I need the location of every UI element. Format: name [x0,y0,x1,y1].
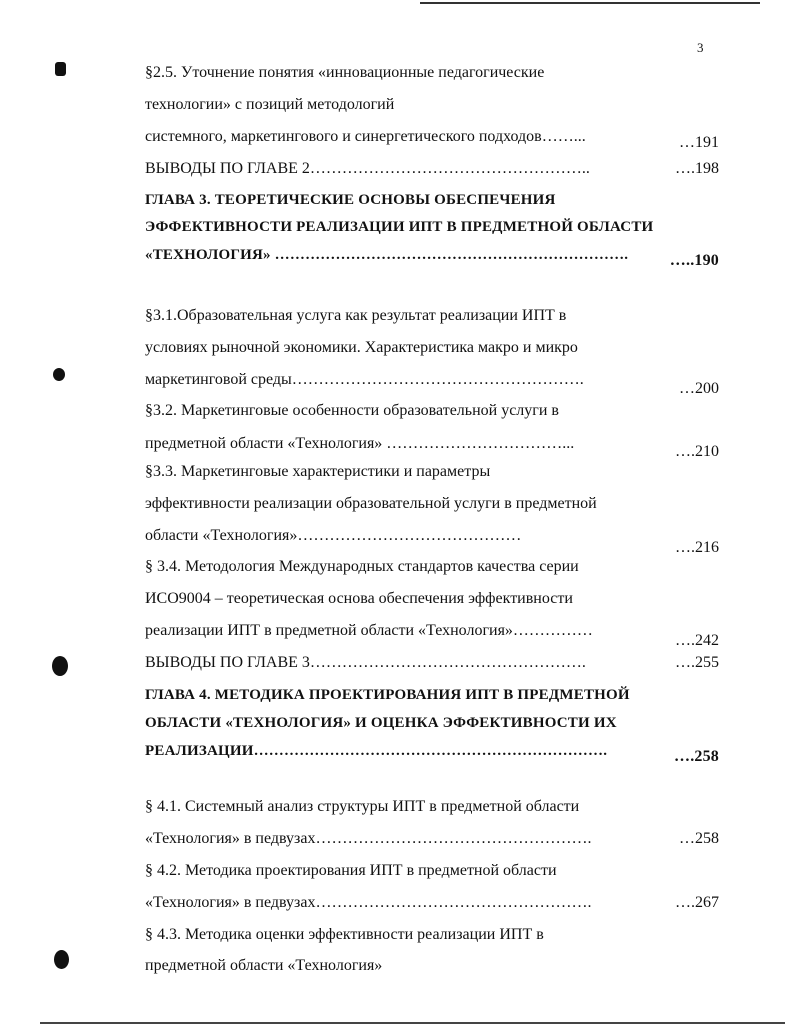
toc-line: РЕАЛИЗАЦИИ……………………………………………………………. [145,743,608,759]
toc-line: ЭФФЕКТИВНОСТИ РЕАЛИЗАЦИИ ИПТ В ПРЕДМЕТНОЙ ОБЛАСТИ [145,219,654,235]
toc-line: §2.5. Уточнение понятия «инновационные педагогические [145,64,545,81]
toc-page-number: …191 [679,134,719,151]
toc-line: «ТЕХНОЛОГИЯ» ……………………………………………………………. [145,247,629,263]
toc-page-number: …200 [679,380,719,397]
bottom-scan-border [40,1022,785,1024]
toc-line: §3.2. Маркетинговые особенности образовательной услуги в [145,402,559,419]
toc-page-number: …258 [679,830,719,847]
binding-hole-mark [54,950,69,969]
toc-line: §3.1.Образовательная услуга как результат реализации ИПТ в [145,307,567,324]
toc-line: § 4.2. Методика проектирования ИПТ в предметной области [145,862,557,879]
toc-page-number: ….210 [675,443,719,460]
toc-line: ВЫВОДЫ ПО ГЛАВЕ 2…………………………………………….. [145,160,590,177]
toc-line: условиях рыночной экономики. Характеристика макро и микро [145,339,578,356]
toc-line: § 4.1. Системный анализ структуры ИПТ в предметной области [145,798,580,815]
toc-page-number: ….242 [675,632,719,649]
toc-line: §3.3. Маркетинговые характеристики и параметры [145,463,491,480]
toc-line: ГЛАВА 3. ТЕОРЕТИЧЕСКИЕ ОСНОВЫ ОБЕСПЕЧЕНИЯ [145,192,556,208]
toc-page-number: ….258 [674,748,719,765]
toc-page-number: ….267 [675,894,719,911]
toc-line: маркетинговой среды………………………………………………. [145,371,584,388]
toc-line: системного, маркетингового и синергетического подходов……... [145,128,586,145]
binding-hole-mark [52,656,68,676]
top-scan-border [420,2,760,4]
toc-line: области «Технология»…………………………………… [145,527,522,544]
toc-page-number: ….198 [675,160,719,177]
toc-page-number: ….216 [675,539,719,556]
toc-line: § 3.4. Методология Международных стандартов качества серии [145,558,579,575]
toc-line: эффективности реализации образовательной услуги в предметной [145,495,597,512]
toc-line: реализации ИПТ в предметной области «Технология»…………… [145,622,593,639]
page-number: 3 [697,40,704,55]
toc-line: ИСО9004 – теоретическая основа обеспечения эффективности [145,590,573,607]
toc-line: технологии» с позиций методологий [145,96,395,113]
toc-line: «Технология» в педвузах……………………………………………. [145,894,592,911]
toc-line: предметной области «Технология» [145,957,383,974]
toc-line: ГЛАВА 4. МЕТОДИКА ПРОЕКТИРОВАНИЯ ИПТ В ПРЕДМЕТНОЙ [145,687,630,703]
toc-line: § 4.3. Методика оценки эффективности реализации ИПТ в [145,926,544,943]
toc-line: ВЫВОДЫ ПО ГЛАВЕ 3……………………………………………. [145,654,586,671]
toc-line: ОБЛАСТИ «ТЕХНОЛОГИЯ» И ОЦЕНКА ЭФФЕКТИВНОСТИ ИХ [145,715,617,731]
toc-line: «Технология» в педвузах……………………………………………. [145,830,592,847]
binding-hole-mark [55,62,66,76]
binding-hole-mark [53,368,65,381]
toc-line: предметной области «Технология» ……………………………... [145,435,575,452]
toc-page-number: …..190 [669,252,719,269]
toc-page-number: ….255 [675,654,719,671]
